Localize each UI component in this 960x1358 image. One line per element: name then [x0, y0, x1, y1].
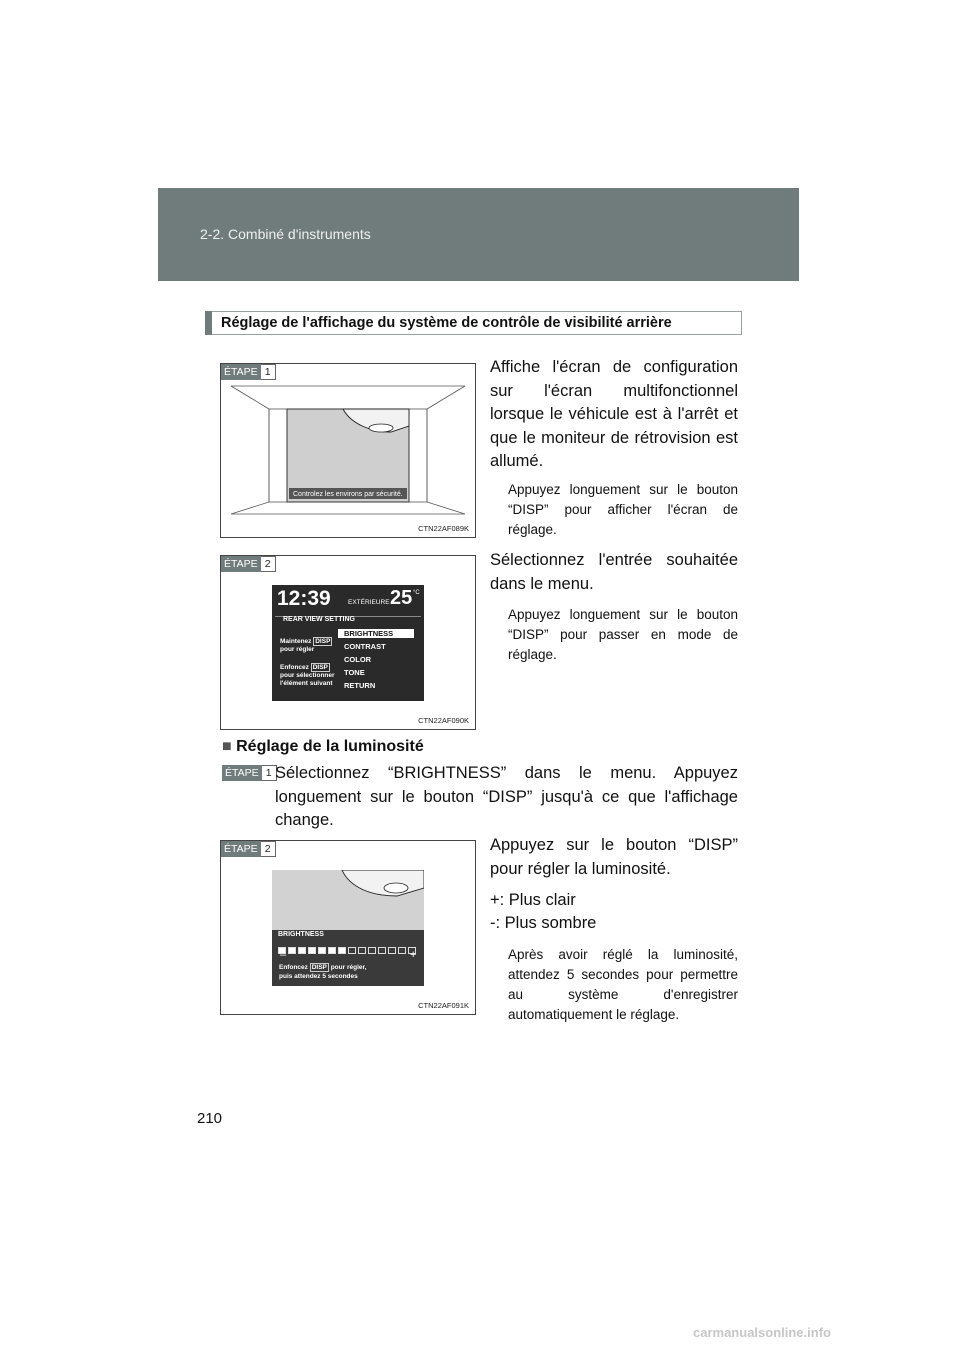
minus-sign: – [280, 949, 287, 961]
brightness-segment [298, 947, 306, 954]
step-badge [221, 841, 276, 857]
screen-caption: Controlez les environs par sécurité. [293, 491, 403, 498]
chapter-title: 2-2. Combiné d'instruments [200, 226, 371, 242]
menu-item-color: COLOR [344, 655, 372, 664]
brightness-segment [328, 947, 336, 954]
figure-brightness [220, 840, 476, 1015]
brightness-segment [378, 947, 386, 954]
step-number: 1 [262, 765, 277, 781]
brightness-segment [398, 947, 406, 954]
step-number: 2 [261, 841, 276, 857]
brightness-segment [368, 947, 376, 954]
brightness-screen [272, 870, 424, 986]
figure-code: CTN22AF091K [418, 1001, 469, 1010]
brightness-segment [358, 947, 366, 954]
brightness-segment [388, 947, 396, 954]
press-instruction [280, 664, 335, 688]
watermark: carmanualsonline.info [693, 1325, 831, 1340]
instr-text: Enfoncez [279, 964, 308, 971]
figure-code: CTN22AF089K [418, 524, 469, 533]
page-number: 210 [197, 1110, 223, 1127]
outside-label: EXTÉRIEURE [348, 599, 390, 606]
step-label: ÉTAPE [221, 364, 261, 380]
disp-key: DISP [315, 638, 331, 645]
brightness-bar [278, 941, 420, 950]
figure-code: CTN22AF090K [418, 716, 469, 725]
menu-list [338, 629, 418, 693]
section-title-box [205, 311, 742, 335]
section-title: Réglage de l'affichage du système de contrôle de visibilité arrière [221, 315, 672, 331]
instr-text-3: puis attendez 5 secondes [279, 973, 358, 980]
brightness-note: Après avoir réglé la luminosité, attendez 5 secondes pour permettre au système d'enregistrer automatiquement le réglage. [508, 947, 738, 1022]
instr-text-2: pour régler, [330, 964, 367, 971]
plus-sign: + [410, 949, 417, 961]
brightness-instruction [279, 963, 366, 981]
step-number: 2 [261, 556, 276, 572]
bullet-icon: ■ [222, 738, 232, 755]
step1-note: Appuyez longuement sur le bouton “DISP” pour afficher l'écran de réglage. [508, 482, 738, 537]
settings-screen [272, 585, 424, 701]
press-text: Enfoncez [280, 664, 309, 671]
clock: 12:39 [277, 587, 331, 610]
figure-step2 [220, 555, 476, 730]
step2-note: Appuyez longuement sur le bouton “DISP” pour passer en mode de réglage. [508, 607, 738, 662]
temperature: 25 [390, 587, 413, 609]
brightness-segment [348, 947, 356, 954]
brightness-step2-text: Appuyez sur le bouton “DISP” pour régler la luminosité. [490, 836, 738, 878]
step-badge [222, 765, 277, 781]
dashboard-illustration [221, 364, 475, 537]
press-text-2: pour sélectionner [280, 672, 335, 679]
step-number: 1 [261, 364, 276, 380]
disp-key: DISP [311, 964, 327, 971]
brightness-step1-text: Sélectionnez “BRIGHTNESS” dans le menu. Appuyez longuement sur le bouton “DISP” jusqu'à ce que l'affichage change. [275, 764, 738, 829]
brightness-segment [308, 947, 316, 954]
subsection-title: Réglage de la luminosité [236, 738, 424, 755]
figure-step1 [220, 363, 476, 538]
press-text-3: l'élément suivant [280, 680, 333, 687]
menu-item-tone: TONE [344, 668, 365, 677]
disp-key: DISP [312, 664, 328, 671]
minus-explanation: -: Plus sombre [490, 914, 597, 932]
brightness-segment [288, 947, 296, 954]
hold-text: Maintenez [280, 638, 312, 645]
brightness-segment [318, 947, 326, 954]
hold-text-2: pour régler [280, 646, 315, 653]
step-label: ÉTAPE [221, 841, 261, 857]
step-label: ÉTAPE [221, 556, 261, 572]
hold-instruction [280, 638, 332, 654]
brightness-segment [338, 947, 346, 954]
chapter-header [158, 188, 799, 281]
menu-item-brightness: BRIGHTNESS [338, 629, 414, 638]
bumper-illustration [272, 870, 424, 930]
menu-item-return: RETURN [344, 681, 376, 690]
plus-explanation: +: Plus clair [490, 891, 576, 909]
temperature-unit: °C [413, 590, 420, 596]
step-label: ÉTAPE [222, 765, 262, 781]
menu-title: REAR VIEW SETTING [283, 616, 355, 623]
subsection-heading [222, 738, 424, 756]
brightness-label: BRIGHTNESS [278, 931, 324, 938]
step1-text: Affiche l'écran de configuration sur l'écran multifonctionnel lorsque le véhicule est à l'arrêt et que le moniteur de rétrovision est allumé. [490, 358, 738, 470]
step2-text: Sélectionnez l'entrée souhaitée dans le menu. [490, 551, 738, 593]
menu-item-contrast: CONTRAST [344, 642, 386, 651]
step-badge [221, 556, 276, 572]
